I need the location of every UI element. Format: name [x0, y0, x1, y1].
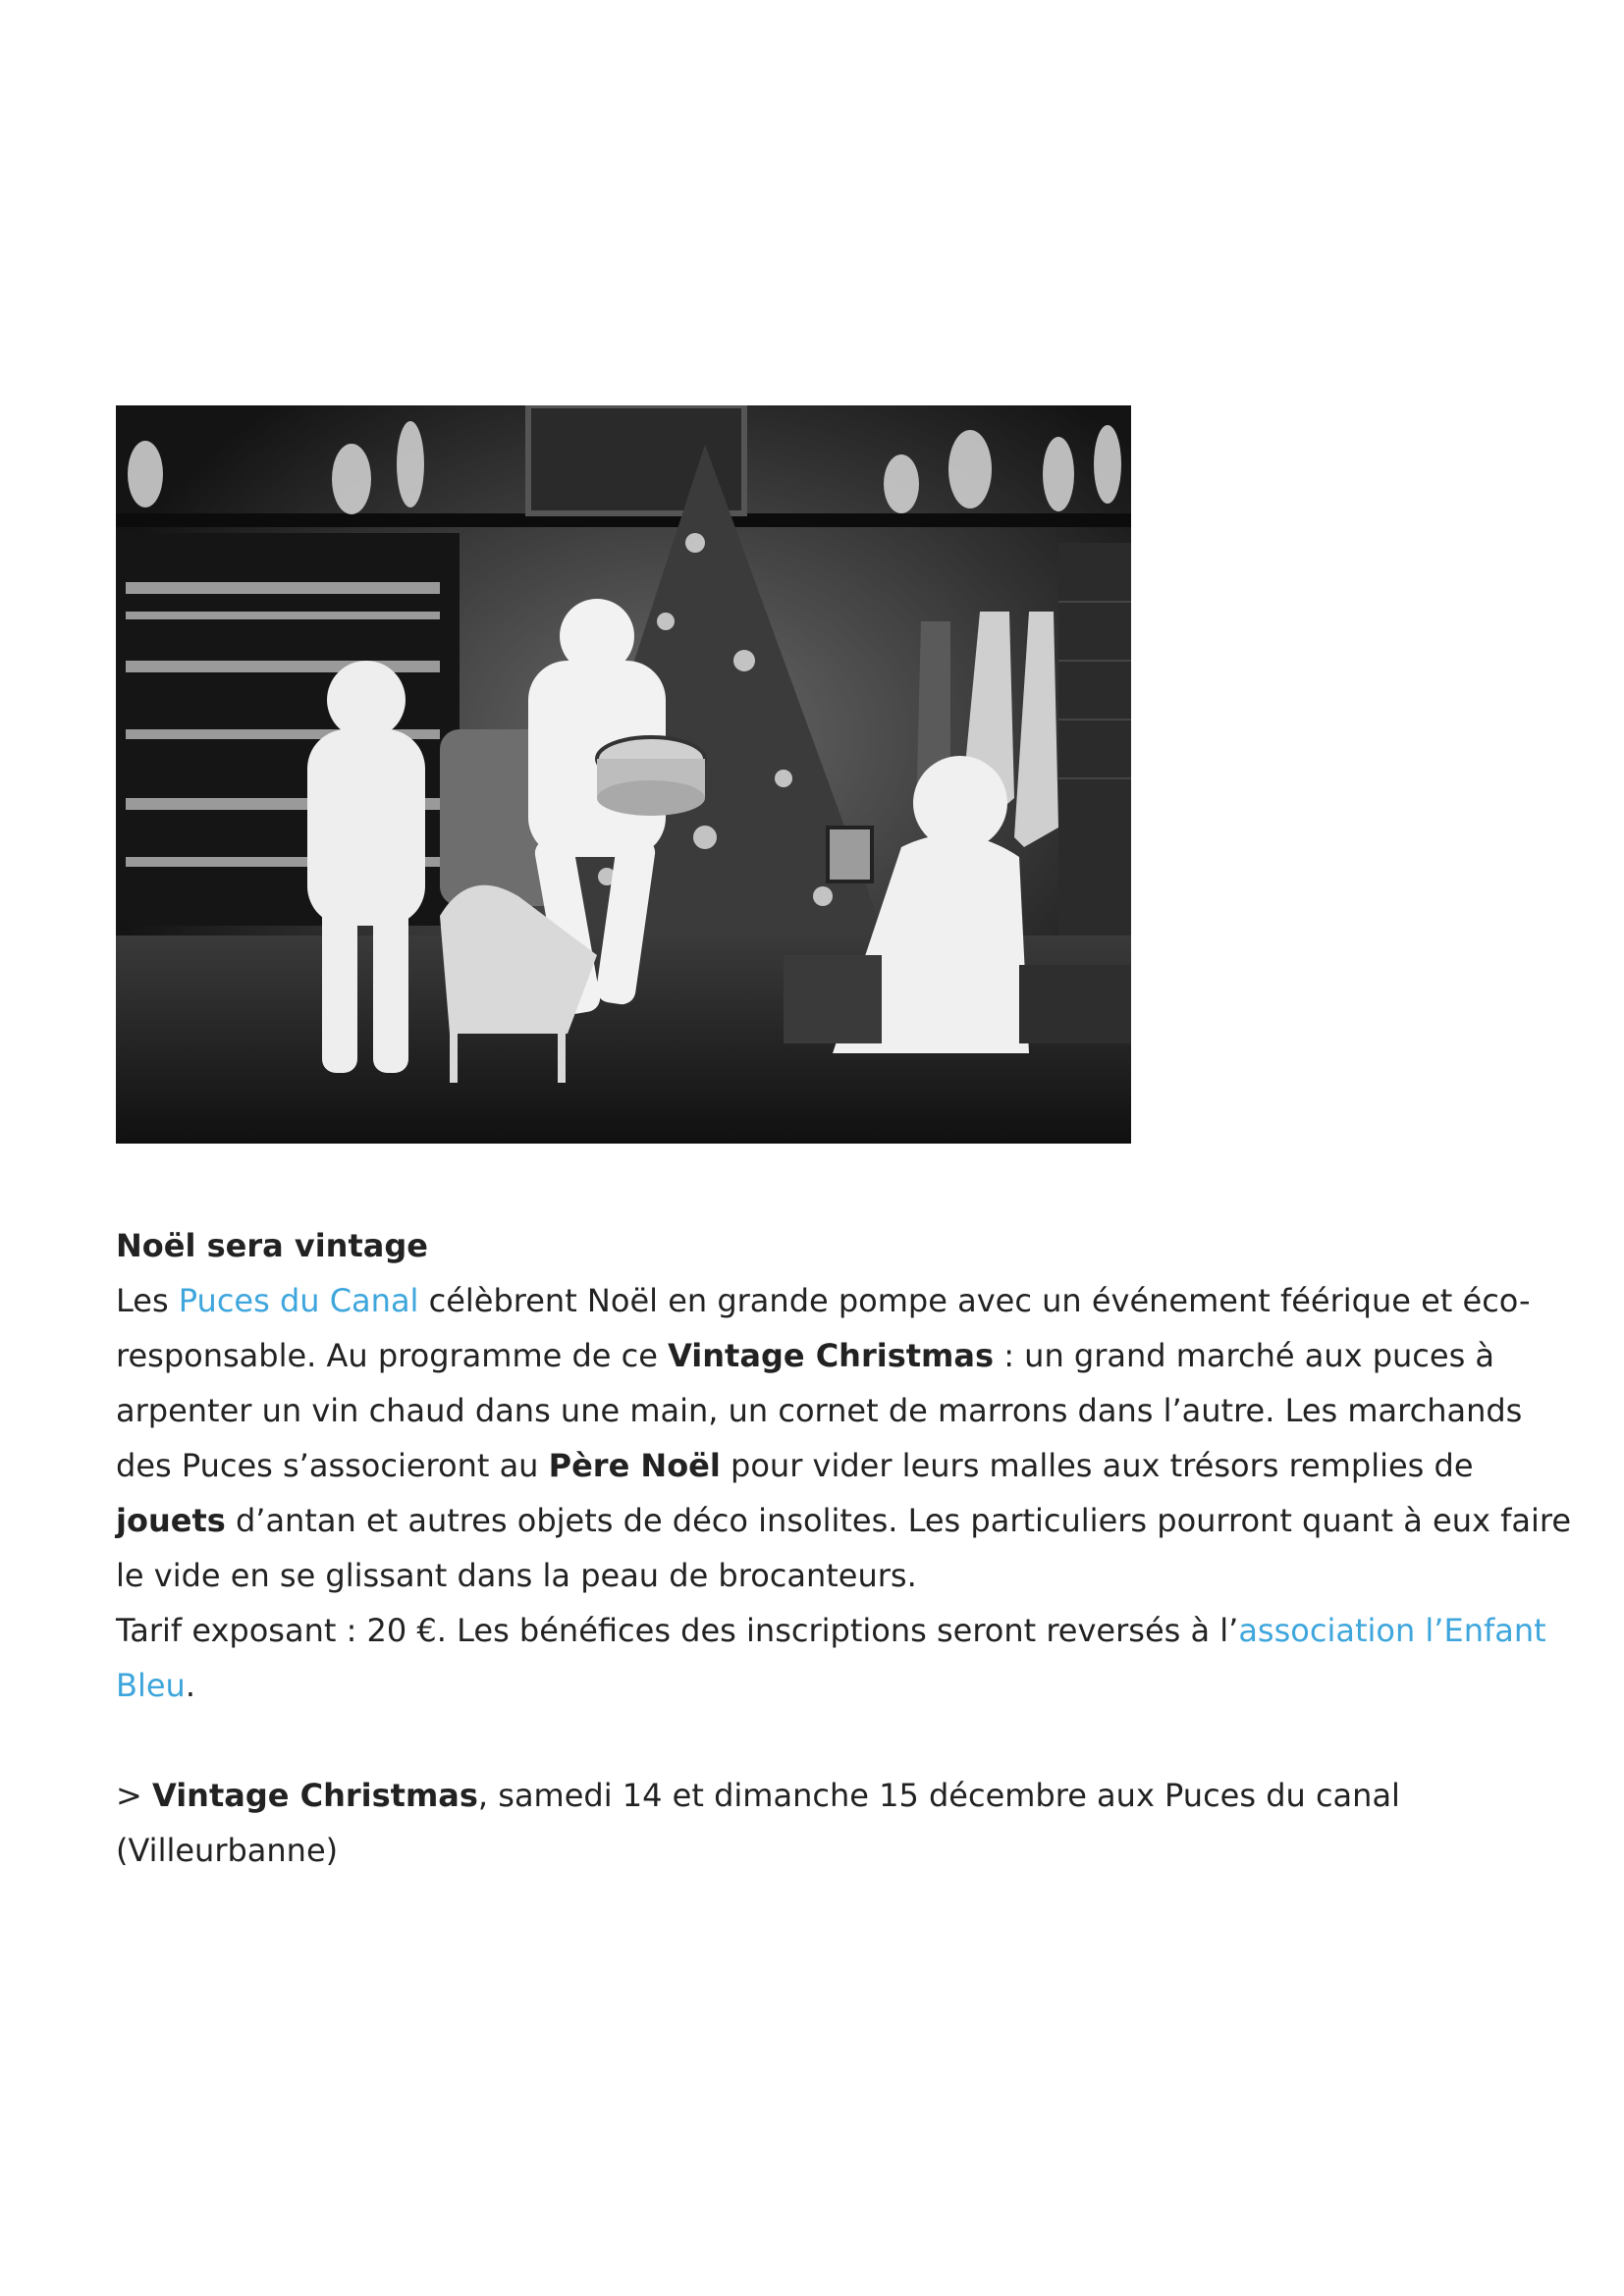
enfant-bleu-link[interactable]: association l’Enfant Bleu	[116, 1612, 1546, 1704]
puces-du-canal-link[interactable]: Puces du Canal	[178, 1282, 419, 1319]
bold-event-name: Vintage Christmas	[151, 1777, 478, 1814]
text-segment: Les	[116, 1282, 179, 1319]
text-segment: , samedi 14 et dimanche 15 décembre aux Puces du canal (Villeurbanne)	[116, 1777, 1400, 1869]
article-paragraph-event	[116, 1768, 1579, 1878]
text-segment: >	[116, 1777, 152, 1814]
article-paragraph-tarif	[116, 1603, 1579, 1713]
bold-pere-noel: Père Noël	[548, 1447, 721, 1484]
text-segment: .	[185, 1667, 195, 1704]
article-title: Noël sera vintage	[116, 1227, 428, 1264]
vintage-christmas-photo	[116, 405, 1131, 1144]
article-body	[116, 1218, 1579, 1878]
text-segment: célèbrent Noël en grande pompe avec un événement féérique et éco-responsable. Au programme de ce	[116, 1282, 1531, 1374]
text-segment: pour vider leurs malles aux trésors remplies de	[720, 1447, 1474, 1484]
spacer	[116, 1713, 1579, 1768]
text-segment: Tarif exposant : 20 €. Les bénéfices des inscriptions seront reversés à l’	[116, 1612, 1239, 1649]
photo-illustration	[116, 405, 1131, 1144]
article-paragraph-intro	[116, 1273, 1579, 1603]
bold-vintage-christmas: Vintage Christmas	[668, 1337, 995, 1374]
text-segment: d’antan et autres objets de déco insolites. Les particuliers pourront quant à eux faire le vide en se glissant dans la peau de brocanteurs.	[116, 1502, 1572, 1594]
bold-jouets: jouets	[116, 1502, 226, 1539]
text-segment: : un grand marché aux puces à arpenter un vin chaud dans une main, un cornet de marrons dans l’autre. Les marchands des Puces s’associeront au	[116, 1337, 1523, 1484]
